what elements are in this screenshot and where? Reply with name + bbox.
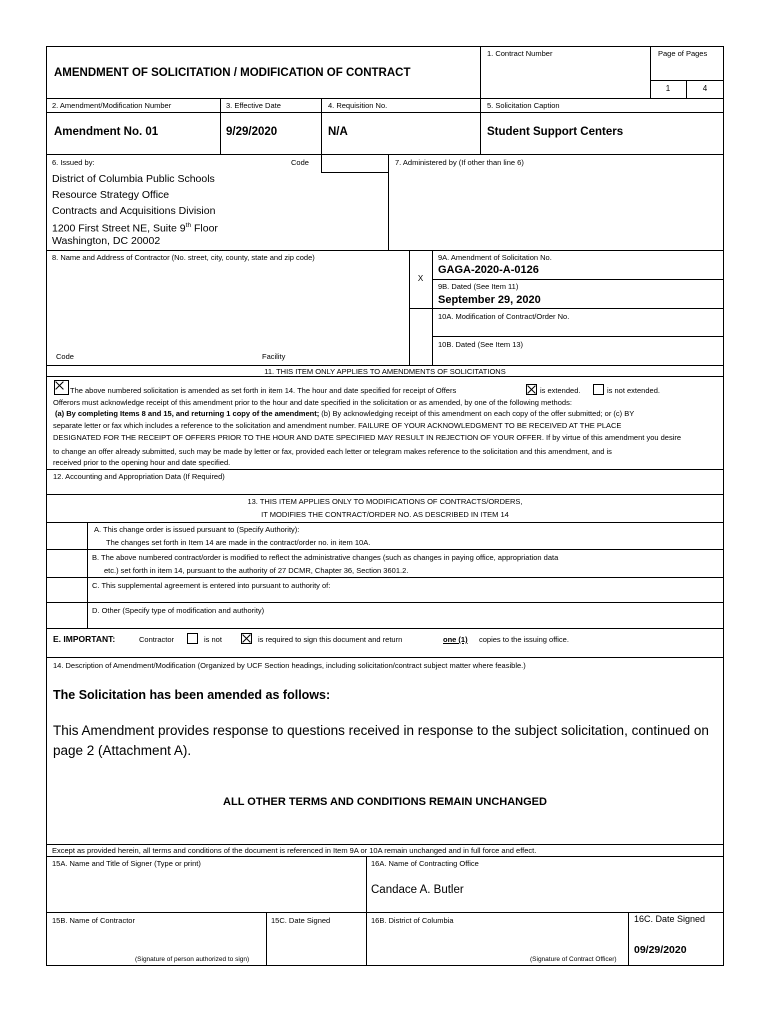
solicitation-mark: X	[417, 274, 424, 283]
important-required: is required to sign this document and return	[258, 635, 403, 644]
contractor-name-label: 15B. Name of Contractor	[52, 916, 135, 925]
not-extended-label: is not extended.	[607, 386, 660, 395]
administered-by-label: 7. Administered by (If other than line 6)	[395, 158, 524, 167]
signer-name-label: 15A. Name and Title of Signer (Type or print)	[52, 859, 201, 868]
amendment-number-label: 2. Amendment/Modification Number	[52, 101, 172, 110]
item-13-d: D. Other (Specify type of modification and authority)	[92, 606, 265, 615]
extended-checkbox[interactable]	[526, 384, 537, 395]
date-10b-label: 10B. Dated (See Item 13)	[438, 340, 524, 349]
effective-date-label: 3. Effective Date	[226, 101, 281, 110]
officer-date-label: 16C. Date Signed	[634, 914, 706, 924]
page-of-pages-label: Page of Pages	[658, 49, 708, 58]
contractor-is-required-checkbox[interactable]	[241, 633, 252, 644]
item-13-a-1: A. This change order is issued pursuant to (Specify Authority):	[94, 525, 300, 534]
issuer-line-3: Contracts and Acquisitions Division	[52, 205, 216, 217]
contractor-date-label: 15C. Date Signed	[271, 916, 331, 925]
date-9b-value: September 29, 2020	[438, 294, 541, 306]
item-11-line-6: to change an offer already submitted, such may be made by letter or fax, provided each letter or telegram makes reference to the solicitation and this amendment, and is	[53, 447, 612, 456]
important-contractor: Contractor	[139, 635, 175, 644]
terms-unchanged: ALL OTHER TERMS AND CONDITIONS REMAIN UNCHANGED	[223, 796, 547, 808]
page-number: 1	[665, 84, 671, 93]
district-label: 16B. District of Columbia	[371, 916, 454, 925]
item-11-line-4: separate letter or fax which includes a reference to the solicitation and amendment number. FAILURE OF YOUR ACKNOWLEDGMENT TO BE RECEIVED AT THE PLACE	[53, 421, 622, 430]
important-copies: one (1)	[443, 635, 468, 644]
important-rest: copies to the issuing office.	[479, 635, 569, 644]
requisition-value: N/A	[328, 126, 348, 138]
issuer-line-2: Resource Strategy Office	[52, 189, 170, 201]
contractor-code-label: Code	[56, 352, 74, 361]
mod-10a-label: 10A. Modification of Contract/Order No.	[438, 312, 570, 321]
sol-9a-label: 9A. Amendment of Solicitation No.	[438, 253, 552, 262]
item-13-header-2: IT MODIFIES THE CONTRACT/ORDER NO. AS DESCRIBED IN ITEM 14	[261, 510, 509, 519]
date-9b-label: 9B. Dated (See Item 11)	[438, 282, 519, 291]
item-14-heading: The Solicitation has been amended as follows:	[53, 688, 331, 702]
item-13-a-2: The changes set forth in Item 14 are made in the contract/order no. in item 10A.	[106, 538, 371, 547]
solicitation-caption-label: 5. Solicitation Caption	[487, 101, 560, 110]
item-13-header-1: 13. THIS ITEM APPLIES ONLY TO MODIFICATIONS OF CONTRACTS/ORDERS,	[247, 497, 523, 506]
item-14-body: This Amendment provides response to questions received in response to the subject solicitation, continued on page 2 (Attachment A).	[53, 723, 709, 758]
effective-date-value: 9/29/2020	[226, 126, 278, 138]
item-12-label: 12. Accounting and Appropriation Data (If Required)	[53, 472, 225, 481]
not-extended-checkbox[interactable]	[593, 384, 604, 395]
officer-signature-caption: (Signature of Contract Officer)	[530, 956, 617, 963]
important-label: E. IMPORTANT:	[53, 634, 116, 644]
important-is-not: is not	[204, 635, 222, 644]
issuer-line-1: District of Columbia Public Schools	[52, 173, 215, 185]
extended-label: is extended.	[540, 386, 581, 395]
contractor-label: 8. Name and Address of Contractor (No. street, city, county, state and zip code)	[52, 253, 315, 262]
sol-9a-value: GAGA-2020-A-0126	[438, 264, 539, 276]
item-11-line-7: received prior to the opening hour and date specified.	[53, 458, 231, 467]
amendment-number-value: Amendment No. 01	[54, 126, 159, 138]
contractor-is-not-checkbox[interactable]	[187, 633, 198, 644]
facility-label: Facility	[262, 352, 286, 361]
requisition-label: 4. Requisition No.	[328, 101, 388, 110]
solicitation-caption-value: Student Support Centers	[487, 126, 624, 138]
item-13-c: C. This supplemental agreement is entered into pursuant to authority of:	[92, 581, 331, 590]
page-total: 4	[702, 84, 708, 93]
officer-date-value: 09/29/2020	[634, 944, 687, 956]
form-title: AMENDMENT OF SOLICITATION / MODIFICATION OF CONTRACT	[54, 67, 411, 79]
item-13-b-2: etc.) set forth in item 14, pursuant to the authority of 27 DCMR, Chapter 36, Section 3601.2.	[104, 566, 409, 575]
item-11-line-3: (a) By completing Items 8 and 15, and returning 1 copy of the amendment; (b) By acknowledging receipt of this amendment on each copy of the offer submitted; or (c) BY	[55, 409, 635, 418]
issuer-line-4: 1200 First Street NE, Suite 9th Floor	[52, 222, 218, 235]
item-13-b-1: B. The above numbered contract/order is modified to reflect the administrative changes (such as changes in paying office, appropriation data	[92, 553, 559, 562]
contract-number-label: 1. Contract Number	[487, 49, 553, 58]
item-11-line-2: Offerors must acknowledge receipt of this amendment prior to the hour and date specified in the solicitation or as amended, by one of the following methods:	[53, 398, 572, 407]
contracting-officer-name: Candace A. Butler	[371, 884, 464, 896]
contractor-signature-caption: (Signature of person authorized to sign)	[135, 956, 250, 963]
amended-checkbox[interactable]	[54, 380, 69, 395]
item-14-label: 14. Description of Amendment/Modification (Organized by UCF Section headings, including solicitation/contract subject matter where feasible.)	[53, 661, 526, 670]
issued-by-label: 6. Issued by:	[52, 158, 95, 167]
item-11-header: 11. THIS ITEM ONLY APPLIES TO AMENDMENTS OF SOLICITATIONS	[264, 367, 506, 376]
issued-code-box	[321, 154, 389, 173]
issuer-line-5: Washington, DC 20002	[52, 235, 161, 247]
except-text: Except as provided herein, all terms and conditions of the document is referenced in Item 9A or 10A remain unchanged and in full force and effect.	[52, 846, 537, 855]
issued-code-label: Code	[291, 158, 309, 167]
contracting-office-label: 16A. Name of Contracting Office	[371, 859, 479, 868]
item-11-line-1: The above numbered solicitation is amended as set forth in item 14. The hour and date specified for receipt of Offers	[70, 386, 457, 395]
item-11-line-5: DESIGNATED FOR THE RECEIPT OF OFFERS PRIOR TO THE HOUR AND DATE SPECIFIED MAY RESULT IN REJECTION OF YOUR OFFER. If by virtue of this amendment you desire	[53, 433, 682, 442]
